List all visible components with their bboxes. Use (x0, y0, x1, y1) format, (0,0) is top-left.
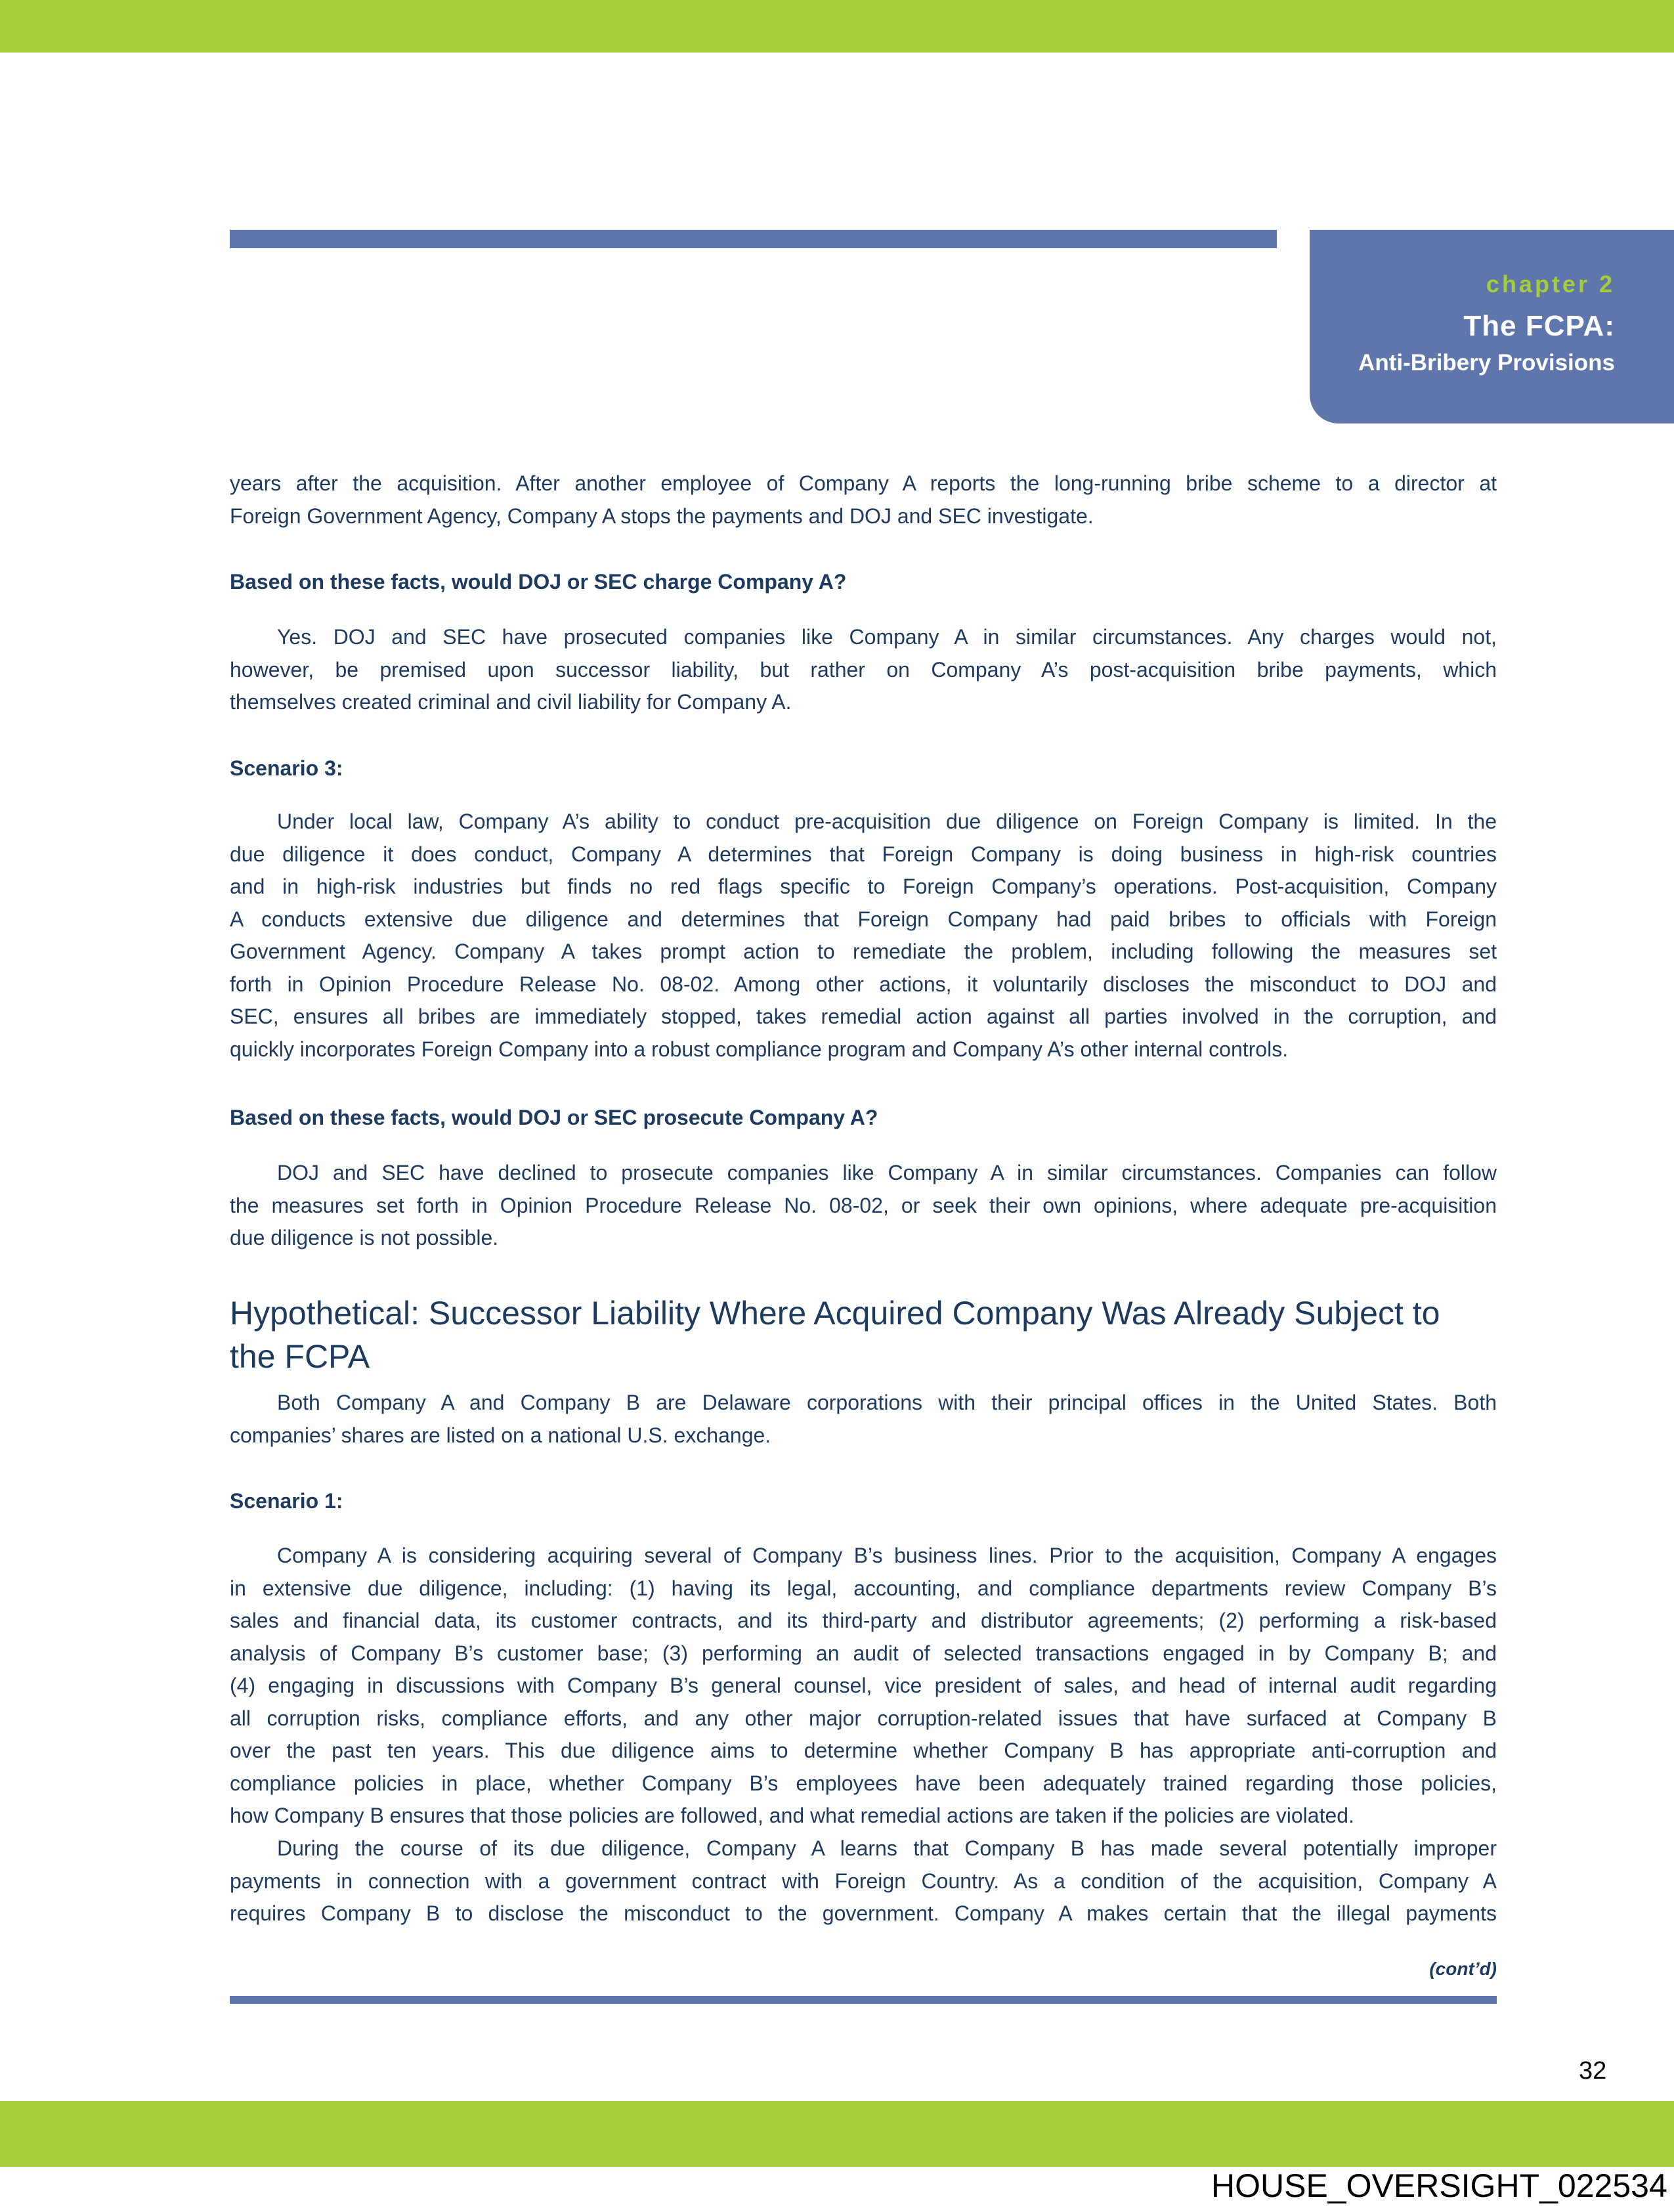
text-line: quickly incorporates Foreign Company into a robust compliance program and Company A’s other internal controls. (230, 1037, 1289, 1061)
top-green-band (0, 0, 1674, 53)
text-line: in extensive due diligence, including: (1) having its legal, accounting, and compliance departments review Company B’s (230, 1576, 1497, 1600)
continued-label: (cont’d) (1429, 1959, 1497, 1979)
question-heading-prosecute: Based on these facts, would DOJ or SEC prosecute Company A? (230, 1106, 878, 1129)
text-line: (4) engaging in discussions with Company B’s general counsel, vice president of sales, and head of internal audit regarding (230, 1674, 1497, 1697)
text-line: Foreign Government Agency, Company A stops the payments and DOJ and SEC investigate. (230, 504, 1094, 528)
scenario-1-heading: Scenario 1: (230, 1489, 343, 1513)
paragraph-answer-charge (230, 621, 1497, 719)
paragraph-scenario-1 (230, 1540, 1497, 1832)
text-line: Both Company A and Company B are Delaware corporations with their principal offices in the United States. Both (277, 1391, 1497, 1414)
question-heading-charge: Based on these facts, would DOJ or SEC charge Company A? (230, 570, 847, 594)
paragraph-answer-prosecute (230, 1157, 1497, 1255)
text-line: forth in Opinion Procedure Release No. 08-02. Among other actions, it voluntarily discloses the misconduct to DOJ and (230, 972, 1497, 996)
text-line: all corruption risks, compliance efforts, and any other major corruption-related issues that have surfaced at Company B (230, 1706, 1497, 1730)
text-line: how Company B ensures that those policies are followed, and what remedial actions are taken if the policies are violated. (230, 1804, 1354, 1827)
section-heading-line: Hypothetical: Successor Liability Where Acquired Company Was Already Subject to (230, 1295, 1440, 1332)
text-line: Government Agency. Company A takes prompt action to remediate the problem, including following the measures set (230, 940, 1497, 963)
chapter-tab (1310, 230, 1674, 423)
text-line: themselves created criminal and civil liability for Company A. (230, 690, 792, 714)
text-line: A conducts extensive due diligence and determines that Foreign Company had paid bribes to officials with Foreign (230, 907, 1497, 931)
text-line: due diligence is not possible. (230, 1226, 499, 1249)
page-number: 32 (1579, 2057, 1607, 2085)
section-heading-line: the FCPA (230, 1338, 370, 1375)
text-line: analysis of Company B’s customer base; (3) performing an audit of selected transactions engaged in by Company B; and (230, 1641, 1497, 1665)
text-line: DOJ and SEC have declined to prosecute companies like Company A in similar circumstances. Companies can follow (277, 1161, 1497, 1184)
text-line: SEC, ensures all bribes are immediately stopped, takes remedial action against all parties involved in the corruption, and (230, 1005, 1497, 1028)
bates-stamp: HOUSE_OVERSIGHT_022534 (1211, 2167, 1667, 2204)
paragraph-intro (230, 1387, 1497, 1452)
text-line: companies’ shares are listed on a national U.S. exchange. (230, 1423, 771, 1447)
text-line: compliance policies in place, whether Company B’s employees have been adequately trained regarding those policies, (230, 1771, 1497, 1795)
section-heading (230, 1291, 1497, 1378)
text-line: payments in connection with a government contract with Foreign Country. As a condition of the acquisition, Company A (230, 1869, 1497, 1893)
text-line: sales and financial data, its customer contracts, and its third-party and distributor agreements; (2) performing a risk-based (230, 1609, 1497, 1632)
chapter-subtitle: Anti-Bribery Provisions (1358, 350, 1615, 376)
top-rule (230, 230, 1277, 248)
bottom-green-band (0, 2101, 1674, 2167)
text-line: the measures set forth in Opinion Procedure Release No. 08-02, or seek their own opinions, where adequate pre-acquisition (230, 1193, 1497, 1217)
text-line: requires Company B to disclose the misconduct to the government. Company A makes certain that the illegal payments (230, 1901, 1497, 1925)
text-line: Company A is considering acquiring several of Company B’s business lines. Prior to the acquisition, Company A engages (277, 1544, 1497, 1567)
bottom-rule (230, 1996, 1497, 2004)
paragraph-continued (230, 467, 1497, 532)
text-line: due diligence it does conduct, Company A determines that Foreign Company is doing business in high-risk countries (230, 842, 1497, 866)
scenario-3-heading: Scenario 3: (230, 756, 343, 780)
text-line: During the course of its due diligence, Company A learns that Company B has made several potentially improper (277, 1836, 1497, 1860)
text-line: over the past ten years. This due diligence aims to determine whether Company B has appropriate anti-corruption and (230, 1739, 1497, 1762)
text-line: and in high-risk industries but finds no red flags specific to Foreign Company’s operations. Post-acquisition, Company (230, 875, 1497, 898)
text-line: however, be premised upon successor liability, but rather on Company A’s post-acquisition bribe payments, which (230, 657, 1497, 682)
chapter-label: chapter 2 (1486, 271, 1615, 297)
text-line: years after the acquisition. After another employee of Company A reports the long-running bribe scheme to a director at (230, 471, 1497, 495)
text-line: Under local law, Company A’s ability to conduct pre-acquisition due diligence on Foreign Company is limited. In the (277, 810, 1497, 833)
text-line: Yes. DOJ and SEC have prosecuted companies like Company A in similar circumstances. Any charges would not, (277, 625, 1497, 649)
chapter-title: The FCPA: (1463, 310, 1615, 342)
paragraph-scenario-3 (230, 806, 1497, 1066)
paragraph-due-diligence (230, 1832, 1497, 1930)
